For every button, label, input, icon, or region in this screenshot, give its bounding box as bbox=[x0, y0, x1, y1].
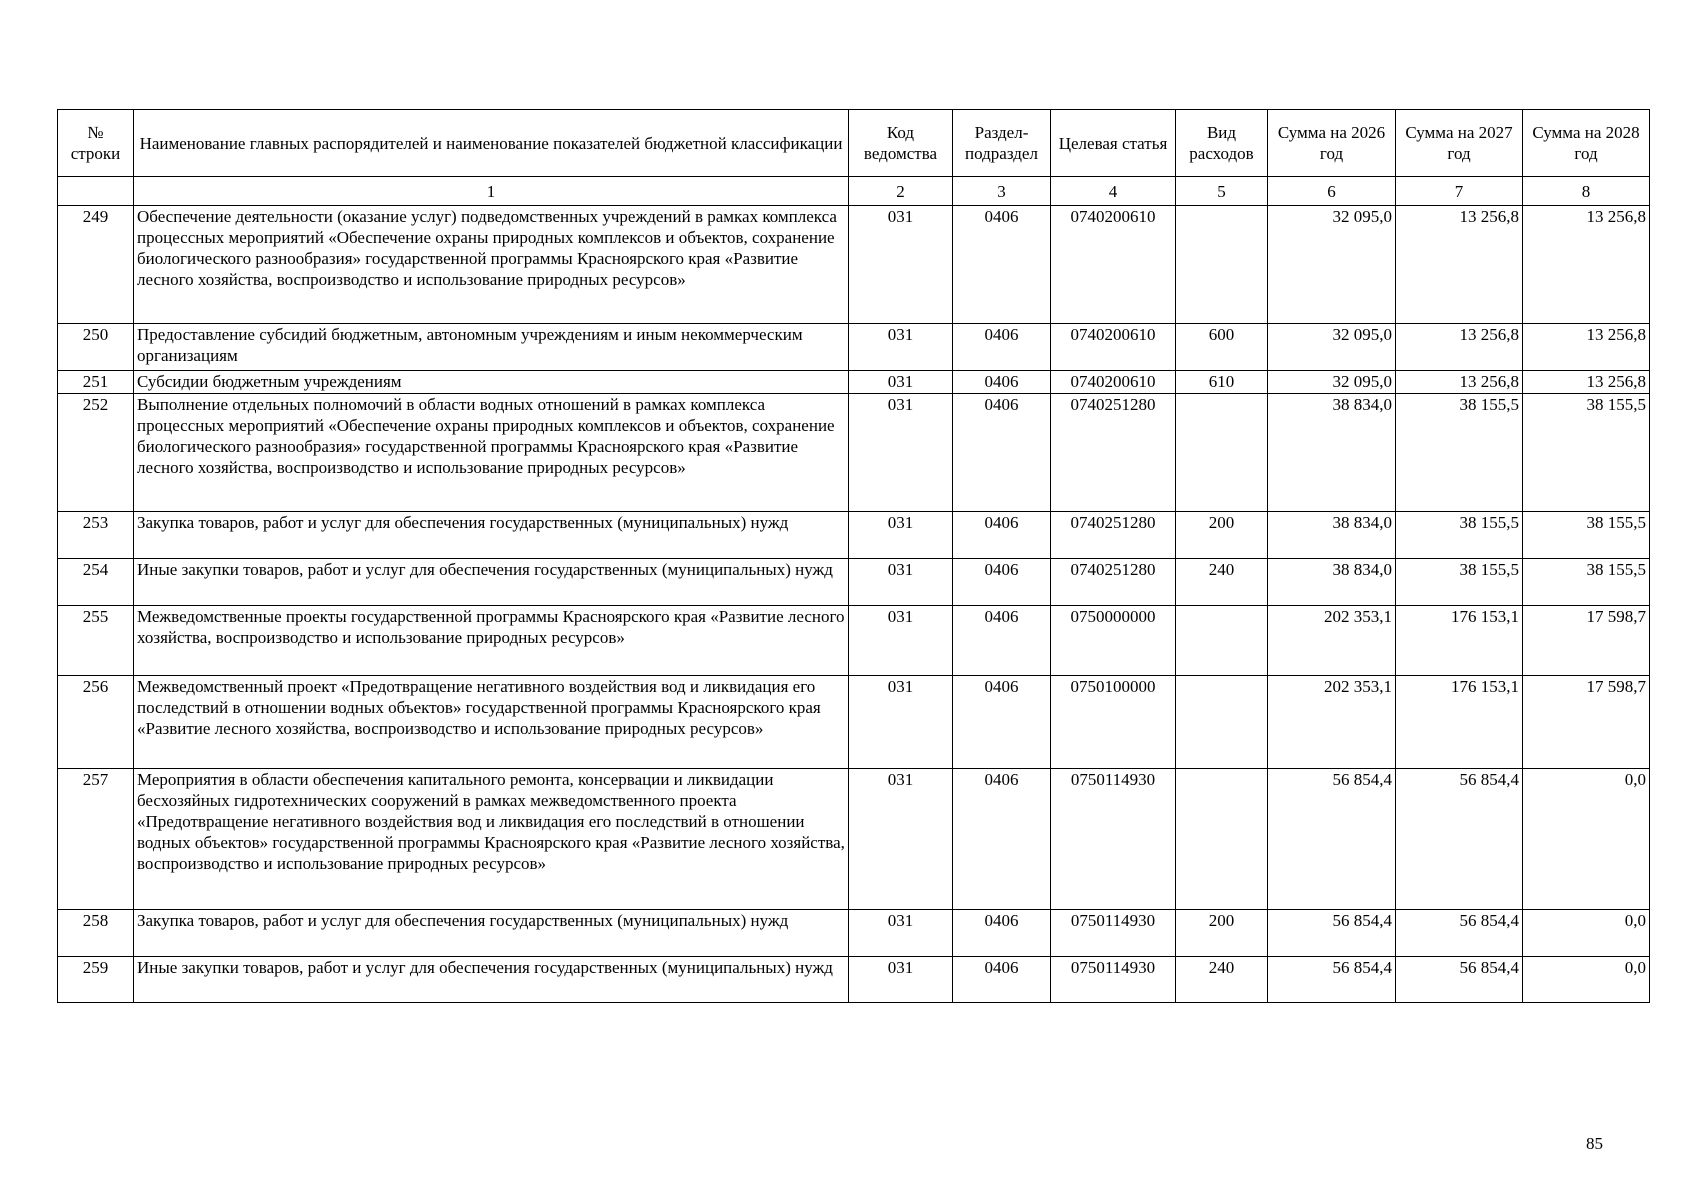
row-sum-2028: 0,0 bbox=[1523, 957, 1650, 1003]
row-sum-2026: 38 834,0 bbox=[1268, 512, 1396, 559]
table-row bbox=[58, 394, 1650, 512]
row-sum-2028: 0,0 bbox=[1523, 910, 1650, 957]
row-sum-2028: 38 155,5 bbox=[1523, 512, 1650, 559]
table-row bbox=[58, 769, 1650, 910]
row-sum-2028: 13 256,8 bbox=[1523, 371, 1650, 394]
row-article: 0740200610 bbox=[1051, 206, 1176, 324]
row-expense-type: 200 bbox=[1176, 910, 1268, 957]
row-dept-code: 031 bbox=[849, 606, 953, 676]
row-sum-2028: 17 598,7 bbox=[1523, 606, 1650, 676]
row-sum-2026: 38 834,0 bbox=[1268, 559, 1396, 606]
row-section: 0406 bbox=[953, 559, 1051, 606]
row-sum-2027: 38 155,5 bbox=[1396, 394, 1523, 512]
page-number: 85 bbox=[1586, 1134, 1603, 1153]
row-number: 255 bbox=[58, 606, 134, 676]
table-row bbox=[58, 606, 1650, 676]
column-number bbox=[58, 177, 134, 206]
row-section: 0406 bbox=[953, 206, 1051, 324]
column-number: 5 bbox=[1176, 177, 1268, 206]
row-expense-type bbox=[1176, 676, 1268, 769]
table-row bbox=[58, 676, 1650, 769]
table-header bbox=[58, 110, 1650, 206]
row-sum-2026: 202 353,1 bbox=[1268, 606, 1396, 676]
row-name: Мероприятия в области обеспечения капитального ремонта, консервации и ликвидации бесхозяйных гидротехнических сооружений в рамках межведомственного проекта «Предотвращение негативного воздействия вод и ликвидация его последствий в отношении водных объектов» государственной программы Красноярского края «Развитие лесного хозяйства, воспроизводство и использование природных ресурсов» bbox=[134, 769, 849, 910]
table-row bbox=[58, 371, 1650, 394]
row-sum-2026: 32 095,0 bbox=[1268, 324, 1396, 371]
row-sum-2027: 13 256,8 bbox=[1396, 324, 1523, 371]
header-sum-2027: Сумма на 2027 год bbox=[1396, 110, 1523, 177]
row-sum-2026: 56 854,4 bbox=[1268, 769, 1396, 910]
row-sum-2026: 202 353,1 bbox=[1268, 676, 1396, 769]
row-sum-2027: 176 153,1 bbox=[1396, 606, 1523, 676]
row-sum-2028: 17 598,7 bbox=[1523, 676, 1650, 769]
row-section: 0406 bbox=[953, 676, 1051, 769]
row-sum-2027: 38 155,5 bbox=[1396, 559, 1523, 606]
row-dept-code: 031 bbox=[849, 910, 953, 957]
row-expense-type: 610 bbox=[1176, 371, 1268, 394]
row-expense-type bbox=[1176, 206, 1268, 324]
budget-table bbox=[57, 109, 1650, 1003]
header-article: Целевая статья bbox=[1051, 110, 1176, 177]
column-number: 1 bbox=[134, 177, 849, 206]
row-dept-code: 031 bbox=[849, 559, 953, 606]
row-number: 250 bbox=[58, 324, 134, 371]
row-name: Предоставление субсидий бюджетным, автономным учреждениям и иным некоммерческим организациям bbox=[134, 324, 849, 371]
row-expense-type: 600 bbox=[1176, 324, 1268, 371]
row-expense-type: 200 bbox=[1176, 512, 1268, 559]
row-number: 256 bbox=[58, 676, 134, 769]
table-row bbox=[58, 910, 1650, 957]
row-article: 0740251280 bbox=[1051, 512, 1176, 559]
column-number: 8 bbox=[1523, 177, 1650, 206]
row-name: Иные закупки товаров, работ и услуг для обеспечения государственных (муниципальных) нужд bbox=[134, 559, 849, 606]
row-article: 0750114930 bbox=[1051, 910, 1176, 957]
row-article: 0740200610 bbox=[1051, 324, 1176, 371]
row-article: 0740200610 bbox=[1051, 371, 1176, 394]
row-number: 251 bbox=[58, 371, 134, 394]
row-section: 0406 bbox=[953, 910, 1051, 957]
row-number: 252 bbox=[58, 394, 134, 512]
row-name: Иные закупки товаров, работ и услуг для обеспечения государственных (муниципальных) нужд bbox=[134, 957, 849, 1003]
header-name: Наименование главных распорядителей и наименование показателей бюджетной классификации bbox=[134, 110, 849, 177]
header-dept-code: Код ведомства bbox=[849, 110, 953, 177]
row-dept-code: 031 bbox=[849, 324, 953, 371]
table-row bbox=[58, 559, 1650, 606]
row-sum-2028: 13 256,8 bbox=[1523, 206, 1650, 324]
row-sum-2027: 13 256,8 bbox=[1396, 206, 1523, 324]
row-sum-2026: 56 854,4 bbox=[1268, 910, 1396, 957]
row-number: 249 bbox=[58, 206, 134, 324]
row-number: 253 bbox=[58, 512, 134, 559]
row-name: Выполнение отдельных полномочий в области водных отношений в рамках комплекса процессных мероприятий «Обеспечение охраны природных комплексов и объектов, сохранение биологического разнообразия» государственной программы Красноярского края «Развитие лесного хозяйства, воспроизводство и использование природных ресурсов» bbox=[134, 394, 849, 512]
row-dept-code: 031 bbox=[849, 676, 953, 769]
row-dept-code: 031 bbox=[849, 206, 953, 324]
row-number: 259 bbox=[58, 957, 134, 1003]
row-section: 0406 bbox=[953, 371, 1051, 394]
row-sum-2026: 56 854,4 bbox=[1268, 957, 1396, 1003]
column-number: 6 bbox=[1268, 177, 1396, 206]
row-sum-2027: 56 854,4 bbox=[1396, 910, 1523, 957]
header-expense-type: Вид расходов bbox=[1176, 110, 1268, 177]
table-row bbox=[58, 957, 1650, 1003]
row-section: 0406 bbox=[953, 606, 1051, 676]
column-number: 7 bbox=[1396, 177, 1523, 206]
column-number: 2 bbox=[849, 177, 953, 206]
row-article: 0750114930 bbox=[1051, 957, 1176, 1003]
row-name: Закупка товаров, работ и услуг для обеспечения государственных (муниципальных) нужд bbox=[134, 512, 849, 559]
column-number: 3 bbox=[953, 177, 1051, 206]
row-section: 0406 bbox=[953, 394, 1051, 512]
row-name: Межведомственный проект «Предотвращение негативного воздействия вод и ликвидация его последствий в отношении водных объектов» государственной программы Красноярского края «Развитие лесного хозяйства, воспроизводство и использование природных ресурсов» bbox=[134, 676, 849, 769]
row-sum-2028: 0,0 bbox=[1523, 769, 1650, 910]
row-sum-2027: 13 256,8 bbox=[1396, 371, 1523, 394]
column-numbers-row bbox=[58, 177, 1650, 206]
row-dept-code: 031 bbox=[849, 512, 953, 559]
header-section: Раздел-подраздел bbox=[953, 110, 1051, 177]
row-name: Обеспечение деятельности (оказание услуг) подведомственных учреждений в рамках комплекса процессных мероприятий «Обеспечение охраны природных комплексов и объектов, сохранение биологического разнообразия» государственной программы Красноярского края «Развитие лесного хозяйства, воспроизводство и использование природных ресурсов» bbox=[134, 206, 849, 324]
row-name: Закупка товаров, работ и услуг для обеспечения государственных (муниципальных) нужд bbox=[134, 910, 849, 957]
header-sum-2028: Сумма на 2028 год bbox=[1523, 110, 1650, 177]
row-sum-2028: 38 155,5 bbox=[1523, 559, 1650, 606]
row-expense-type: 240 bbox=[1176, 559, 1268, 606]
row-number: 257 bbox=[58, 769, 134, 910]
row-sum-2027: 56 854,4 bbox=[1396, 957, 1523, 1003]
table-row bbox=[58, 512, 1650, 559]
row-article: 0750000000 bbox=[1051, 606, 1176, 676]
row-article: 0750114930 bbox=[1051, 769, 1176, 910]
row-section: 0406 bbox=[953, 324, 1051, 371]
table-body bbox=[58, 206, 1650, 1003]
row-article: 0740251280 bbox=[1051, 559, 1176, 606]
header-sum-2026: Сумма на 2026 год bbox=[1268, 110, 1396, 177]
row-expense-type: 240 bbox=[1176, 957, 1268, 1003]
row-sum-2026: 32 095,0 bbox=[1268, 371, 1396, 394]
row-number: 254 bbox=[58, 559, 134, 606]
table-row bbox=[58, 324, 1650, 371]
table-row bbox=[58, 206, 1650, 324]
row-expense-type bbox=[1176, 394, 1268, 512]
row-sum-2028: 38 155,5 bbox=[1523, 394, 1650, 512]
row-expense-type bbox=[1176, 606, 1268, 676]
row-section: 0406 bbox=[953, 512, 1051, 559]
row-article: 0750100000 bbox=[1051, 676, 1176, 769]
row-section: 0406 bbox=[953, 769, 1051, 910]
row-article: 0740251280 bbox=[1051, 394, 1176, 512]
row-name: Субсидии бюджетным учреждениям bbox=[134, 371, 849, 394]
row-dept-code: 031 bbox=[849, 394, 953, 512]
row-expense-type bbox=[1176, 769, 1268, 910]
row-section: 0406 bbox=[953, 957, 1051, 1003]
row-dept-code: 031 bbox=[849, 371, 953, 394]
row-sum-2027: 38 155,5 bbox=[1396, 512, 1523, 559]
row-sum-2028: 13 256,8 bbox=[1523, 324, 1650, 371]
row-name: Межведомственные проекты государственной программы Красноярского края «Развитие лесного хозяйства, воспроизводство и использование природных ресурсов» bbox=[134, 606, 849, 676]
row-sum-2027: 176 153,1 bbox=[1396, 676, 1523, 769]
row-dept-code: 031 bbox=[849, 957, 953, 1003]
row-dept-code: 031 bbox=[849, 769, 953, 910]
row-number: 258 bbox=[58, 910, 134, 957]
row-sum-2026: 32 095,0 bbox=[1268, 206, 1396, 324]
header-row-number: № строки bbox=[58, 110, 134, 177]
row-sum-2026: 38 834,0 bbox=[1268, 394, 1396, 512]
row-sum-2027: 56 854,4 bbox=[1396, 769, 1523, 910]
column-number: 4 bbox=[1051, 177, 1176, 206]
